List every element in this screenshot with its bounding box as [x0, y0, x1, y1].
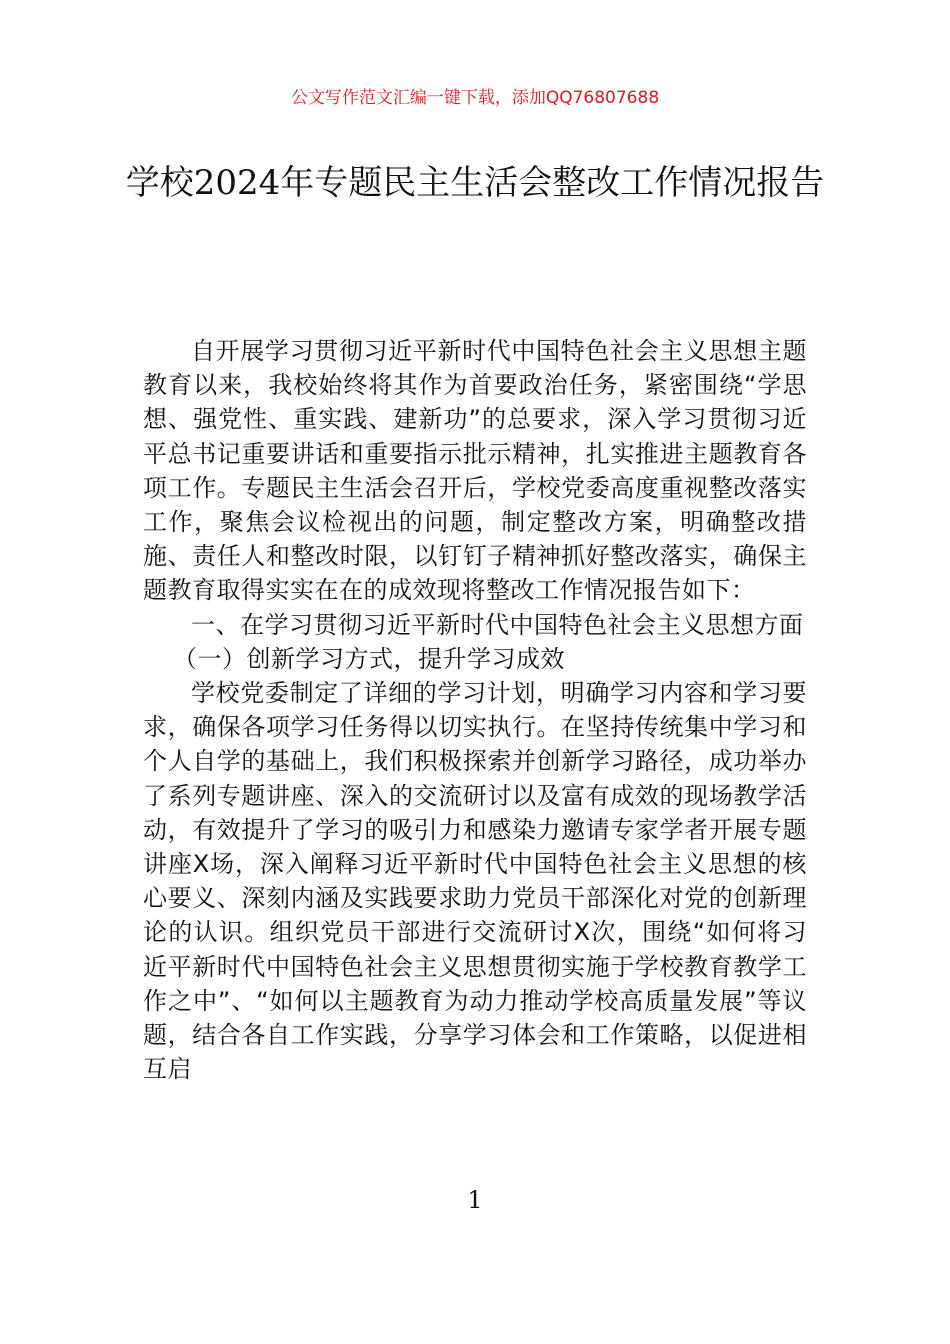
body-paragraph: 学校党委制定了详细的学习计划，明确学习内容和学习要求，确保各项学习任务得以切实执行。在坚持传统集中学习和个人自学的基础上，我们积极探索并创新学习路径，成功举办了系列专题讲座、深入的交流研讨以及富有成效的现场教学活动，有效提升了学习的吸引力和感染力邀请专家学者开展专题讲座X场，深入阐释习近平新时代中国特色社会主义思想的核心要义、深刻内涵及实践要求助力党员干部深化对党的创新理论的认识。组织党员干部进行交流研讨X次，围绕“如何将习近平新时代中国特色社会主义思想贯彻实施于学校教育教学工作之中”、“如何以主题教育为动力推动学校高质量发展”等议题，结合各自工作实践，分享学习体会和工作策略，以促进相互启 — [143, 679, 807, 1084]
page-number: 1 — [467, 1186, 483, 1214]
intro-paragraph: 自开展学习贯彻习近平新时代中国特色社会主义思想主题教育以来，我校始终将其作为首要政治任务，紧密围绕“学思想、强党性、重实践、建新功”的总要求，深入学习贯彻习近平总书记重要讲话和重要指示批示精神，扎实推进主题教育各项工作。专题民主生活会召开后，学校党委高度重视整改落实工作，聚焦会议检视出的问题，制定整改方案，明确整改措施、责任人和整改时限，以钉钉子精神抓好整改落实，确保主题教育取得实实在在的成效现将整改工作情况报告如下： — [143, 337, 807, 605]
section-heading: 一、在学习贯彻习近平新时代中国特色社会主义思想方面 — [191, 610, 804, 639]
document-body — [143, 334, 807, 1086]
promo-banner: 公文写作范文汇编一键下载，添加QQ76807688 — [290, 88, 660, 108]
subsection-heading: （一）创新学习方式，提升学习成效 — [173, 644, 565, 673]
document-title: 学校2024年专题民主生活会整改工作情况报告 — [125, 163, 825, 203]
